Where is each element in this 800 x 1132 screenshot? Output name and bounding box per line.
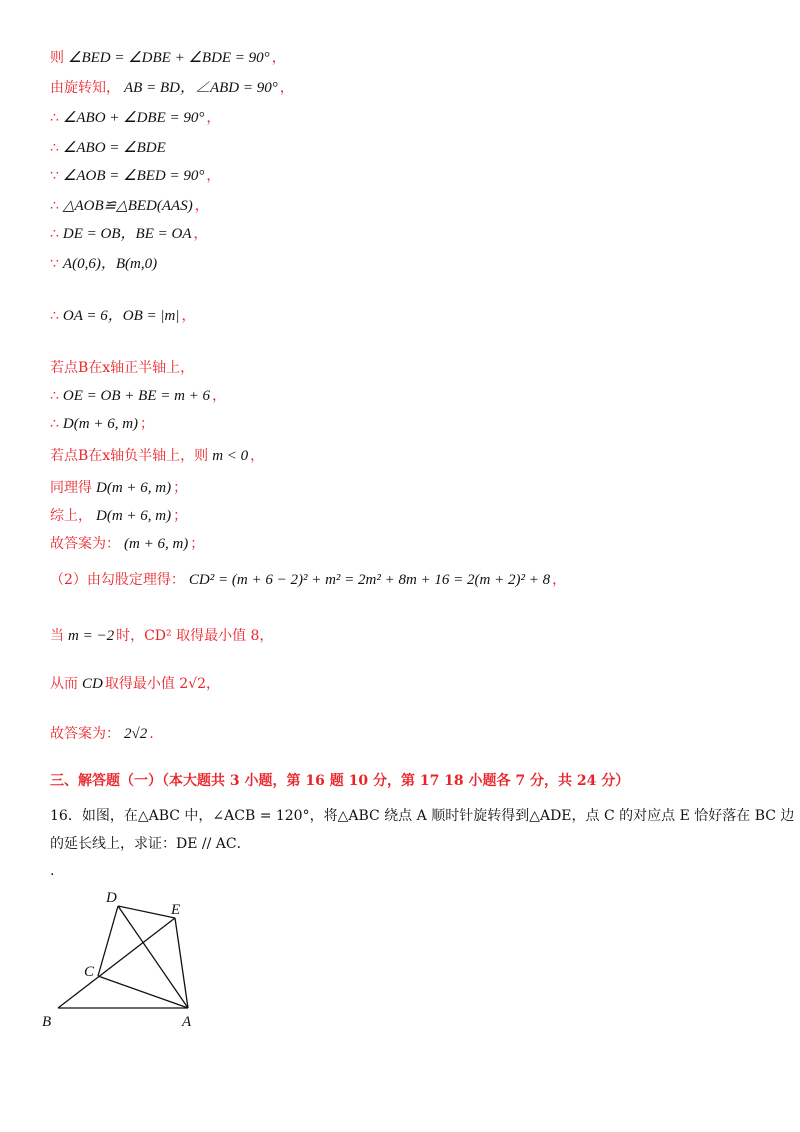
segment-da: [118, 906, 188, 1008]
solution-text: 若点B在x轴正半轴上，: [50, 360, 195, 376]
solution-math: m = −2: [68, 628, 115, 644]
solution-suffix: ，: [271, 50, 286, 66]
solution-suffix: 取得最小值 2√2，: [104, 676, 221, 692]
solution-line: [50, 138, 168, 158]
solution-suffix: ；: [140, 416, 155, 432]
solution-text: ∵: [50, 256, 59, 272]
label-d: D: [106, 890, 117, 906]
solution-text: 由旋转知，: [50, 80, 120, 96]
solution-math: ∠AOB = ∠BED = 90°: [62, 168, 205, 184]
label-e: E: [171, 902, 181, 918]
solution-text: 故答案为：: [50, 536, 120, 552]
solution-line: [50, 108, 220, 128]
solution-line: [50, 724, 154, 744]
solution-math: DE = OB，BE = OA: [62, 226, 192, 242]
dot-mark: .: [50, 863, 55, 879]
solution-line: [50, 534, 204, 554]
solution-suffix: ，: [206, 110, 221, 126]
solution-suffix: ；: [173, 508, 188, 524]
solution-math: m < 0: [212, 448, 249, 464]
label-b: B: [42, 1014, 52, 1030]
segment-ca: [98, 976, 188, 1008]
solution-line: [50, 306, 195, 326]
solution-suffix: ，: [181, 308, 196, 324]
solution-text: ∵: [50, 168, 59, 184]
solution-text: ∴: [50, 198, 59, 214]
problem-text-1: 16．如图，在△ABC 中，∠ACB = 120°，将△ABC 绕点 A 顺时针旋转得到△ADE，点 C 的对应点 E 恰好落在 BC 边: [50, 808, 795, 824]
segment-dc: [98, 906, 118, 976]
solution-line: [50, 506, 187, 526]
solution-suffix: .: [149, 726, 154, 742]
solution-text: 若点B在x轴负半轴上，则: [50, 448, 209, 464]
solution-math: △AOB≌△BED(AAS): [62, 198, 193, 214]
solution-math: D(m + 6, m): [62, 416, 139, 432]
solution-text: 同理得: [50, 480, 92, 496]
solution-line: [50, 48, 286, 68]
solution-math: (m + 6, m): [124, 536, 189, 552]
solution-math: AB = BD，∠ABD = 90°: [124, 80, 278, 96]
solution-text: （2）由勾股定理得：: [50, 572, 185, 588]
solution-line: [50, 254, 159, 274]
solution-text: ∴: [50, 416, 59, 432]
label-a: A: [182, 1014, 192, 1030]
solution-math: ∠ABO = ∠BDE: [62, 140, 166, 156]
solution-math: D(m + 6, m): [96, 508, 172, 524]
solution-math: OE = OB + BE = m + 6: [62, 388, 211, 404]
solution-line: [50, 78, 294, 98]
solution-suffix: ，: [193, 226, 208, 242]
solution-text: 综上，: [50, 508, 92, 524]
segment-de: [118, 906, 175, 918]
solution-text: ∴: [50, 226, 59, 242]
solution-suffix: ，: [279, 80, 294, 96]
solution-suffix: ；: [190, 536, 205, 552]
solution-text: 故答案为：: [50, 726, 120, 742]
solution-line: [50, 196, 209, 216]
section-heading: 三、解答题（一）（本大题共 3 小题，第 16 题 10 分，第 17 18 小题各 7 分，共 24 分）: [50, 773, 630, 789]
solution-line: [50, 358, 200, 378]
solution-line: [50, 446, 264, 466]
solution-text: 则: [50, 50, 64, 66]
segment-ea: [175, 918, 188, 1008]
solution-suffix: ，: [194, 198, 209, 214]
solution-math: A(0,6)，B(m,0): [62, 256, 158, 272]
solution-suffix: ；: [173, 480, 188, 496]
solution-line: [50, 414, 154, 434]
solution-suffix: 时，CD² 取得最小值 8，: [116, 628, 274, 644]
solution-line: [50, 626, 273, 646]
solution-suffix: ，: [206, 168, 221, 184]
geometry-figure: [40, 880, 210, 1030]
solution-math: D(m + 6, m): [96, 480, 172, 496]
label-c: C: [84, 964, 95, 980]
solution-text: 从而: [50, 676, 78, 692]
solution-math: CD² = (m + 6 − 2)² + m² = 2m² + 8m + 16 = 2(m + 2)² + 8: [188, 572, 551, 588]
solution-line: [50, 478, 187, 498]
solution-line: [50, 166, 220, 186]
solution-math: ∠ABO + ∠DBE = 90°: [62, 110, 205, 126]
solution-suffix: ，: [552, 572, 567, 588]
solution-suffix: ，: [212, 388, 227, 404]
solution-text: ∴: [50, 110, 59, 126]
solution-math: OA = 6，OB = |m|: [62, 308, 180, 324]
solution-suffix: ，: [250, 448, 265, 464]
solution-line: [50, 224, 207, 244]
solution-line: [50, 674, 220, 694]
problem-text-2: 的延长线上，求证：DE // AC．: [50, 836, 251, 852]
solution-text: ∴: [50, 388, 59, 404]
solution-line: [50, 570, 566, 590]
solution-math: 2√2: [124, 726, 148, 742]
solution-math: ∠BED = ∠DBE + ∠BDE = 90°: [68, 50, 270, 66]
solution-text: ∴: [50, 308, 59, 324]
solution-line: [50, 386, 226, 406]
solution-math: CD: [82, 676, 103, 692]
solution-text: 当: [50, 628, 64, 644]
solution-text: ∴: [50, 140, 59, 156]
